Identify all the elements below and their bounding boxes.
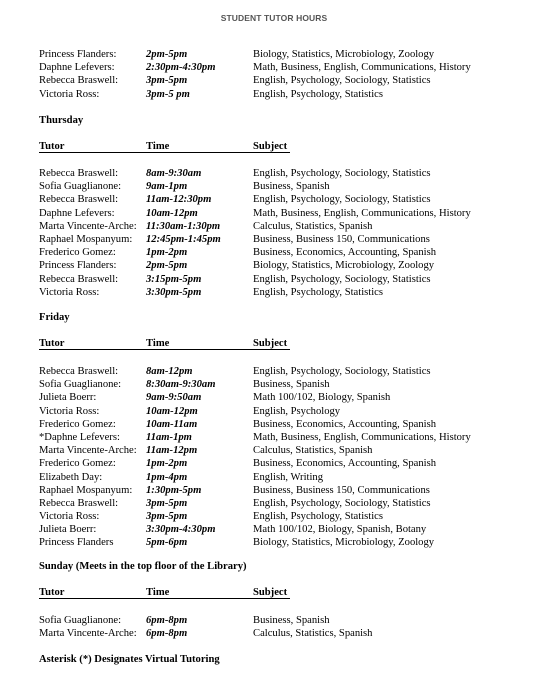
- tutor-name: Victoria Ross:: [39, 88, 100, 100]
- schedule-row: [39, 233, 539, 246]
- tutor-name: Marta Vincente-Arche:: [39, 628, 137, 640]
- schedule-row: [39, 536, 539, 549]
- schedule-row: [39, 220, 539, 233]
- subject-list: Business, Economics, Accounting, Spanish: [253, 247, 437, 259]
- tutor-name: Daphne Lefevers:: [39, 62, 115, 74]
- time-slot: 10am-12pm: [146, 405, 198, 417]
- time-slot: 8:30am-9:30am: [146, 379, 216, 391]
- tutor-name: Rebecca Braswell:: [39, 168, 119, 179]
- continued-schedule-list: [39, 48, 539, 101]
- schedule-row: [39, 391, 539, 404]
- subject-list: English, Writing: [253, 471, 324, 483]
- subject-list: English, Psychology, Sociology, Statistics: [253, 273, 431, 285]
- subject-list: Business, Business 150, Communications: [253, 484, 430, 496]
- schedule-row: [39, 207, 539, 220]
- time-slot: 1pm-4pm: [146, 471, 188, 483]
- subject-list: Math, Business, English, Communications, History: [253, 431, 471, 443]
- tutor-name: *Daphne Lefevers:: [39, 431, 120, 443]
- tutor-name: Julieta Boerr:: [39, 392, 97, 404]
- time-slot: 10am-11am: [146, 418, 198, 430]
- column-header-tutor: Tutor: [39, 587, 65, 598]
- schedule-row: [39, 378, 539, 391]
- schedule-row: [39, 88, 539, 101]
- time-slot: 5pm-6pm: [146, 537, 188, 549]
- schedule-row: [39, 193, 539, 206]
- time-slot: 2:30pm-4:30pm: [146, 62, 216, 74]
- column-header-row: [39, 338, 539, 351]
- day-heading-sunday: Sunday (Meets in the top floor of the Library): [39, 561, 247, 572]
- schedule-row: [39, 471, 539, 484]
- subject-list: Business, Economics, Accounting, Spanish: [253, 418, 437, 430]
- time-slot: 9am-1pm: [146, 181, 188, 193]
- time-slot: 3pm-5pm: [146, 511, 188, 523]
- schedule-row: [39, 523, 539, 536]
- schedule-list-thursday: [39, 167, 539, 299]
- time-slot: 1pm-2pm: [146, 458, 188, 470]
- day-heading-friday: Friday: [39, 312, 70, 323]
- time-slot: 6pm-8pm: [146, 628, 188, 640]
- tutor-name: Victoria Ross:: [39, 405, 100, 417]
- footnote: Asterisk (*) Designates Virtual Tutoring: [39, 654, 220, 665]
- tutor-name: Rebecca Braswell:: [39, 273, 119, 285]
- schedule-row: [39, 74, 539, 87]
- subject-list: Math 100/102, Biology, Spanish: [253, 392, 391, 404]
- time-slot: 11am-1pm: [146, 431, 192, 443]
- schedule-row: [39, 405, 539, 418]
- time-slot: 11:30am-1:30pm: [146, 220, 221, 232]
- schedule-row: [39, 180, 539, 193]
- schedule-row: [39, 497, 539, 510]
- schedule-row: [39, 484, 539, 497]
- tutor-name: Rebecca Braswell:: [39, 194, 119, 206]
- time-slot: 11am-12:30pm: [146, 194, 212, 206]
- schedule-row: [39, 627, 539, 640]
- tutor-name: Frederico Gomez:: [39, 247, 116, 259]
- time-slot: 3:15pm-5pm: [146, 273, 202, 285]
- subject-list: Math, Business, English, Communications, History: [253, 207, 471, 219]
- subject-list: Math, Business, English, Communications, History: [253, 62, 471, 74]
- column-header-subject: Subject: [253, 141, 288, 152]
- subject-list: Biology, Statistics, Microbiology, Zoology: [253, 260, 435, 272]
- time-slot: 3pm-5pm: [146, 75, 188, 87]
- subject-list: Math 100/102, Biology, Spanish, Botany: [253, 524, 427, 536]
- tutor-name: Frederico Gomez:: [39, 458, 116, 470]
- tutor-name: Rebecca Braswell:: [39, 497, 119, 509]
- column-header-subject: Subject: [253, 587, 288, 598]
- time-slot: 9am-9:50am: [146, 392, 202, 404]
- subject-list: Biology, Statistics, Microbiology, Zoology: [253, 49, 435, 60]
- time-slot: 3:30pm-4:30pm: [146, 524, 216, 536]
- column-header-underline: [39, 349, 290, 350]
- subject-list: Business, Spanish: [253, 615, 330, 626]
- time-slot: 6pm-8pm: [146, 615, 188, 626]
- tutor-name: Rebecca Braswell:: [39, 75, 119, 87]
- column-header-time: Time: [146, 338, 170, 349]
- column-header-time: Time: [146, 587, 170, 598]
- subject-list: English, Psychology, Sociology, Statistics: [253, 168, 431, 179]
- column-header-underline: [39, 598, 290, 599]
- column-header-tutor: Tutor: [39, 338, 65, 349]
- schedule-row: [39, 418, 539, 431]
- subject-list: English, Psychology, Sociology, Statistics: [253, 366, 431, 377]
- schedule-row: [39, 167, 539, 180]
- column-header-time: Time: [146, 141, 170, 152]
- column-header-row: [39, 141, 539, 154]
- tutor-name: Victoria Ross:: [39, 286, 100, 298]
- time-slot: 10am-12pm: [146, 207, 198, 219]
- schedule-row: [39, 48, 539, 61]
- day-heading-thursday: Thursday: [39, 115, 84, 126]
- subject-list: Biology, Statistics, Microbiology, Zoology: [253, 537, 435, 549]
- subject-list: English, Psychology, Sociology, Statistics: [253, 194, 431, 206]
- subject-list: English, Psychology, Statistics: [253, 511, 383, 523]
- subject-list: Business, Economics, Accounting, Spanish: [253, 458, 437, 470]
- time-slot: 1pm-2pm: [146, 247, 188, 259]
- schedule-row: [39, 431, 539, 444]
- subject-list: English, Psychology, Statistics: [253, 88, 383, 100]
- tutor-name: Princess Flanders:: [39, 260, 117, 272]
- tutor-name: Sofia Guaglianone:: [39, 379, 122, 391]
- schedule-row: [39, 273, 539, 286]
- schedule-list-friday: [39, 365, 539, 550]
- tutor-name: Rebecca Braswell:: [39, 366, 119, 377]
- schedule-row: [39, 510, 539, 523]
- subject-list: Business, Spanish: [253, 181, 330, 193]
- time-slot: 2pm-5pm: [146, 49, 188, 60]
- time-slot: 11am-12pm: [146, 445, 198, 457]
- schedule-row: [39, 365, 539, 378]
- time-slot: 3:30pm-5pm: [146, 286, 202, 298]
- schedule-row: [39, 444, 539, 457]
- schedule-row: [39, 286, 539, 299]
- schedule-row: [39, 457, 539, 470]
- schedule-list-sunday: [39, 614, 539, 640]
- column-header-subject: Subject: [253, 338, 288, 349]
- tutor-name: Daphne Lefevers:: [39, 207, 115, 219]
- column-header-row: [39, 587, 539, 600]
- tutor-name: Sofia Guaglianone:: [39, 615, 122, 626]
- subject-list: Calculus, Statistics, Spanish: [253, 220, 373, 232]
- subject-list: English, Psychology: [253, 405, 341, 417]
- column-header-tutor: Tutor: [39, 141, 65, 152]
- subject-list: English, Psychology, Sociology, Statistics: [253, 75, 431, 87]
- schedule-row: [39, 614, 539, 627]
- page-header: STUDENT TUTOR HOURS: [220, 13, 328, 23]
- time-slot: 1:30pm-5pm: [146, 484, 202, 496]
- time-slot: 8am-9:30am: [146, 168, 202, 179]
- time-slot: 3pm-5 pm: [146, 88, 190, 100]
- tutor-name: Raphael Mospanyum:: [39, 233, 133, 245]
- tutor-name: Raphael Mospanyum:: [39, 484, 133, 496]
- column-header-underline: [39, 152, 290, 153]
- tutor-name: Marta Vincente-Arche:: [39, 220, 137, 232]
- schedule-row: [39, 259, 539, 272]
- tutor-name: Princess Flanders:: [39, 49, 117, 60]
- tutor-name: Elizabeth Day:: [39, 471, 103, 483]
- tutor-name: Frederico Gomez:: [39, 418, 116, 430]
- subject-list: Calculus, Statistics, Spanish: [253, 445, 373, 457]
- time-slot: 8am-12pm: [146, 366, 193, 377]
- subject-list: Business, Spanish: [253, 379, 330, 391]
- tutor-name: Marta Vincente-Arche:: [39, 445, 137, 457]
- subject-list: English, Psychology, Statistics: [253, 286, 383, 298]
- schedule-row: [39, 246, 539, 259]
- tutor-name: Julieta Boerr:: [39, 524, 97, 536]
- subject-list: Business, Business 150, Communications: [253, 233, 430, 245]
- tutor-name: Sofia Guaglianone:: [39, 181, 122, 193]
- subject-list: English, Psychology, Sociology, Statistics: [253, 497, 431, 509]
- time-slot: 12:45pm-1:45pm: [146, 233, 221, 245]
- schedule-row: [39, 61, 539, 74]
- time-slot: 2pm-5pm: [146, 260, 188, 272]
- subject-list: Calculus, Statistics, Spanish: [253, 628, 373, 640]
- tutor-name: Victoria Ross:: [39, 511, 100, 523]
- tutor-name: Princess Flanders: [39, 537, 114, 549]
- time-slot: 3pm-5pm: [146, 497, 188, 509]
